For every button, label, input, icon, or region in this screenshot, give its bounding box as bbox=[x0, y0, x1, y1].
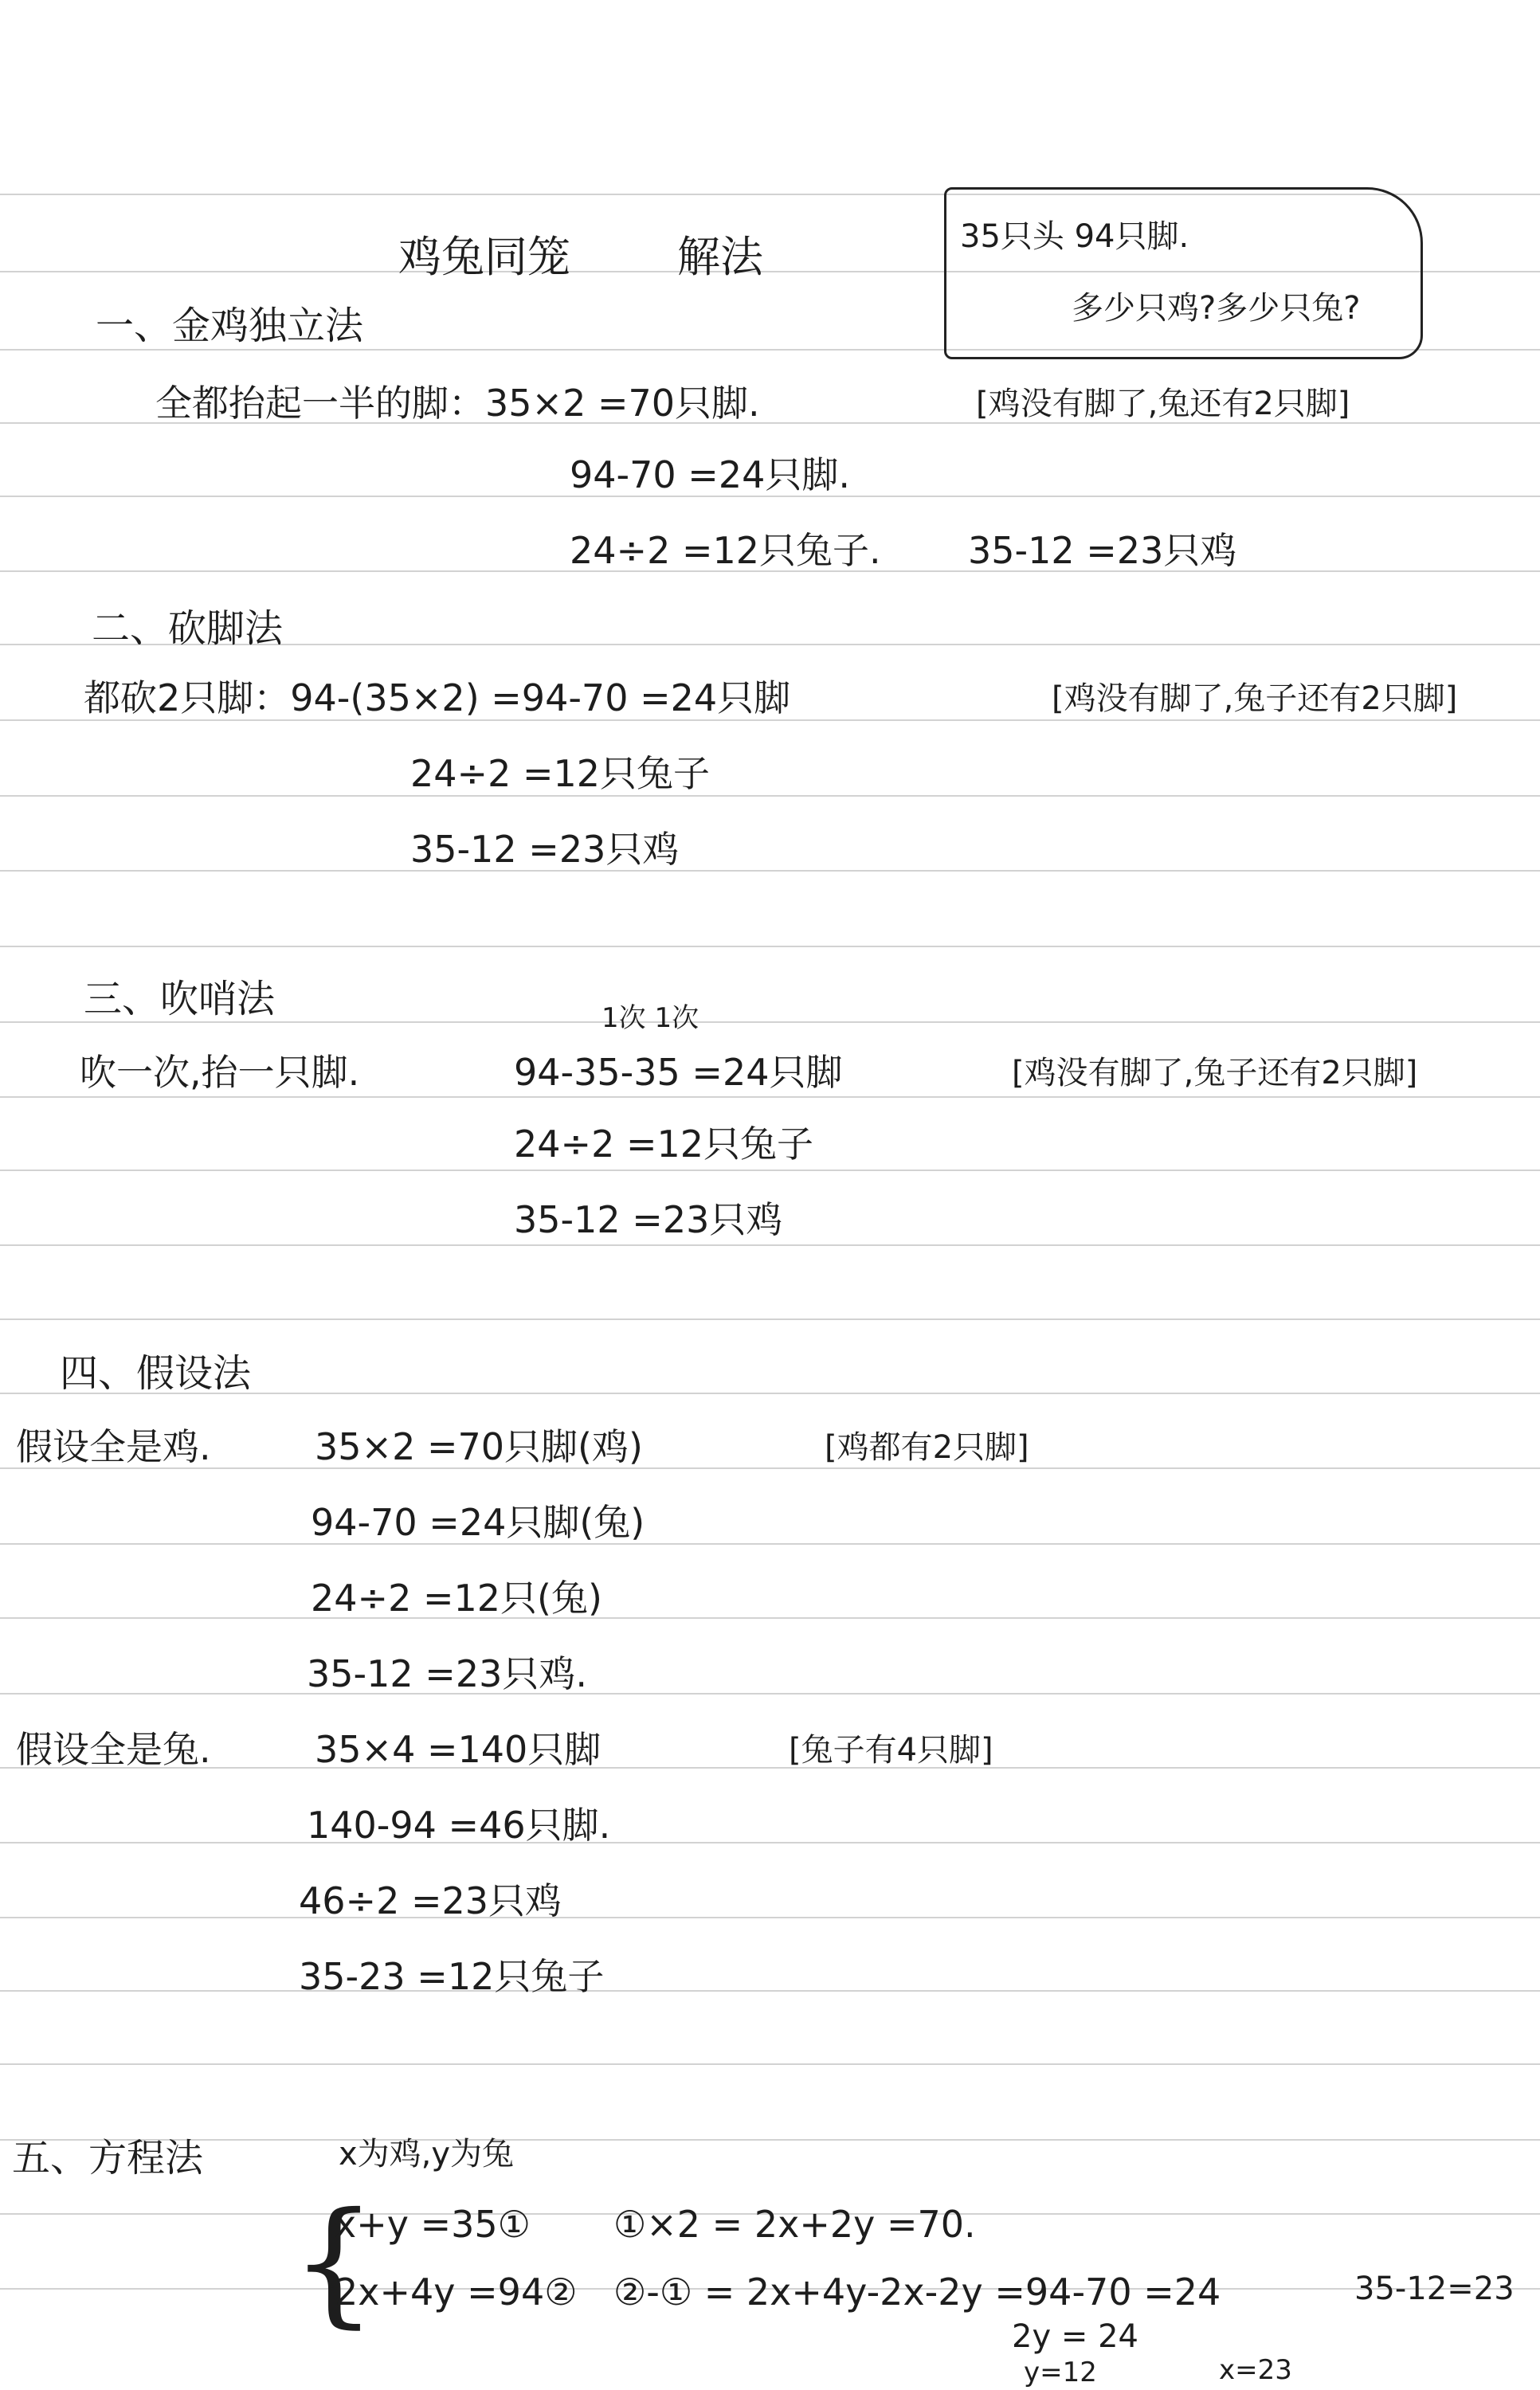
section-2-heading: 二、砍脚法 bbox=[92, 606, 284, 651]
page-title: 鸡兔同笼 bbox=[398, 232, 570, 282]
section-2-intro: 都砍2只脚：94-(35×2) =94-70 =24只脚 bbox=[84, 676, 791, 719]
section-4b-step-2: 140-94 =46只脚. bbox=[307, 1804, 611, 1847]
problem-line-2: 多少只鸡?多少只兔? bbox=[1072, 290, 1361, 327]
section-4b-step-3: 46÷2 =23只鸡 bbox=[299, 1879, 562, 1922]
equation-work-2: ②-① = 2x+4y-2x-2y =94-70 =24 bbox=[613, 2270, 1221, 2314]
section-4a-step-4: 35-12 =23只鸡. bbox=[307, 1652, 587, 1695]
section-5-vars: x为鸡,y为兔 bbox=[339, 2136, 515, 2173]
section-4b-note: [兔子有4只脚] bbox=[789, 1732, 993, 1769]
section-3-heading: 三、吹哨法 bbox=[84, 977, 276, 1021]
equation-work-3: 2y = 24 bbox=[1012, 2318, 1138, 2355]
equation-brace: { bbox=[291, 2184, 378, 2341]
problem-line-1: 35只头 94只脚. bbox=[960, 218, 1189, 255]
section-4a-note: [鸡都有2只脚] bbox=[825, 1429, 1029, 1466]
section-3-step-1: 94-35-35 =24只脚 bbox=[514, 1051, 843, 1094]
section-4a-step-3: 24÷2 =12只(兔) bbox=[311, 1577, 602, 1620]
section-3-note: [鸡没有脚了,兔子还有2只脚] bbox=[1012, 1055, 1418, 1091]
section-1-step-2: 94-70 =24只脚. bbox=[570, 453, 850, 496]
page-subtitle: 解法 bbox=[677, 232, 763, 282]
section-4b-step-1: 35×4 =140只脚 bbox=[315, 1728, 602, 1771]
section-5-heading: 五、方程法 bbox=[12, 2136, 204, 2180]
equation-work-5: x=23 bbox=[1219, 2354, 1292, 2386]
section-1-step-4: 35-12 =23只鸡 bbox=[968, 529, 1237, 572]
section-4b-step-4: 35-23 =12只兔子 bbox=[299, 1955, 605, 1998]
section-1-step-3: 24÷2 =12只兔子. bbox=[570, 529, 881, 572]
section-2-step-3: 35-12 =23只鸡 bbox=[410, 828, 680, 871]
section-1-note: [鸡没有脚了,兔还有2只脚] bbox=[976, 386, 1350, 422]
section-3-annotation: 1次 1次 bbox=[602, 1002, 699, 1034]
section-4a-intro: 假设全是鸡. bbox=[16, 1425, 211, 1468]
section-2-step-2: 24÷2 =12只兔子 bbox=[410, 752, 711, 795]
section-4b-intro: 假设全是兔. bbox=[16, 1728, 211, 1771]
section-4a-step-2: 94-70 =24只脚(兔) bbox=[311, 1501, 645, 1544]
equation-1: x+y =35① bbox=[335, 2203, 531, 2246]
section-3-step-3: 35-12 =23只鸡 bbox=[514, 1198, 783, 1241]
section-2-note: [鸡没有脚了,兔子还有2只脚] bbox=[1052, 680, 1458, 717]
equation-side-note: 35-12=23 bbox=[1354, 2270, 1515, 2307]
section-1-intro: 全都抬起一半的脚：35×2 =70只脚. bbox=[155, 382, 760, 425]
equation-2: 2x+4y =94② bbox=[335, 2270, 578, 2314]
equation-work-4: y=12 bbox=[1024, 2357, 1097, 2388]
section-3-step-2: 24÷2 =12只兔子 bbox=[514, 1123, 814, 1166]
section-4-heading: 四、假设法 bbox=[60, 1351, 252, 1396]
section-3-intro: 吹一次,抬一只脚. bbox=[80, 1051, 360, 1094]
equation-work-1: ①×2 = 2x+2y =70. bbox=[613, 2203, 976, 2246]
section-4a-step-1: 35×2 =70只脚(鸡) bbox=[315, 1425, 643, 1468]
section-1-heading: 一、金鸡独立法 bbox=[96, 304, 364, 348]
